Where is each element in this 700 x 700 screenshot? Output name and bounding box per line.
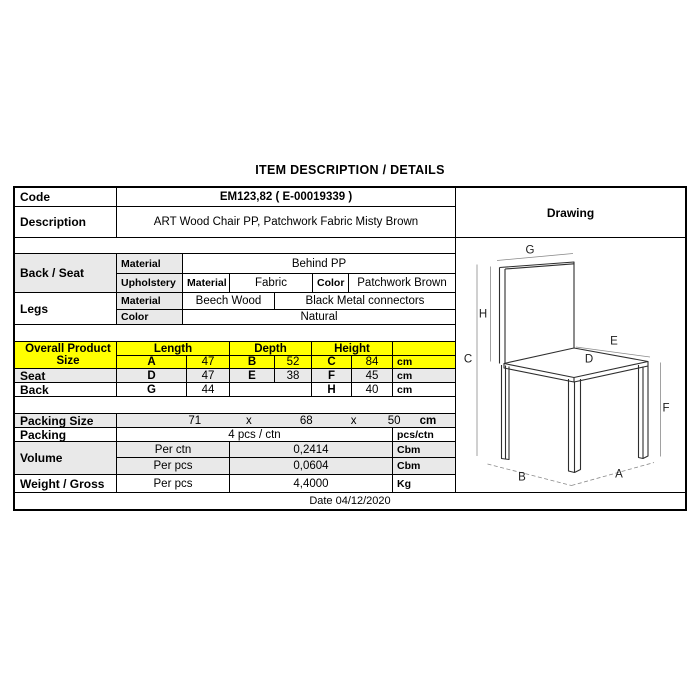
material-value: Behind PP	[291, 257, 347, 270]
date-text: Date 04/12/2020	[309, 495, 391, 507]
dim-val-e: 38	[275, 369, 312, 382]
legs-color-label: Color	[117, 310, 183, 324]
item-details-table	[13, 186, 687, 511]
upholstery-color-value: Patchwork Brown	[357, 277, 447, 289]
times-sign: x	[245, 414, 252, 427]
legs-label: Legs	[15, 293, 117, 324]
legs-material-value-1: Beech Wood	[183, 293, 275, 309]
volume-label: Volume	[15, 442, 117, 474]
dim-label-h: H	[478, 308, 488, 321]
overall-size-label: Overall Product Size	[15, 342, 117, 368]
spacer-row	[15, 238, 455, 254]
material-label: Material	[117, 254, 183, 273]
volume-section	[15, 442, 455, 475]
upholstery-color-label: Color	[313, 274, 349, 292]
description-value: ART Wood Chair PP, Patchwork Fabric Misty Brown	[153, 216, 419, 228]
date-row	[15, 492, 685, 509]
back-unit: cm	[397, 383, 413, 396]
back-label: Back	[15, 383, 117, 396]
dim-key-g: G	[117, 383, 187, 396]
description-label: Description	[15, 207, 117, 237]
back-seat-label: Back / Seat	[15, 254, 117, 292]
dim-key-a: A	[117, 356, 187, 368]
height-header: Height	[312, 342, 393, 355]
overall-unit: cm	[397, 356, 413, 368]
upholstery-material-label: Material	[183, 274, 230, 292]
dim-val-g: 44	[187, 383, 230, 396]
dim-label-f: F	[662, 402, 670, 415]
back-seat-material-row	[117, 254, 455, 274]
legs-material-label: Material	[117, 293, 183, 309]
dim-label-d: D	[584, 353, 594, 366]
volume-per-ctn-row	[117, 442, 455, 458]
spacer-row	[15, 397, 455, 414]
drawing-column	[456, 188, 685, 492]
dim-label-b: B	[518, 471, 526, 484]
dim-key-e: E	[230, 369, 275, 382]
legs-section	[15, 293, 455, 325]
packing-size-height: 50	[387, 414, 401, 427]
weight-unit: Kg	[397, 477, 411, 490]
packing-size-length: 71	[188, 414, 202, 427]
packing-size-values	[117, 414, 455, 427]
dim-val-a: 47	[187, 356, 230, 368]
code-value: EM123,82 ( E-00019339 )	[219, 191, 353, 203]
volume-per-ctn-value: 0,2414	[230, 442, 393, 457]
seat-unit: cm	[393, 369, 455, 382]
volume-per-pcs-value: 0,0604	[230, 458, 393, 474]
weight-row	[15, 475, 455, 492]
dim-val-b: 52	[275, 356, 312, 368]
back-seat-section	[15, 254, 455, 293]
dim-val-h: 40	[352, 383, 393, 396]
packing-size-row	[15, 414, 455, 428]
volume-per-pcs-row	[117, 458, 455, 474]
dim-key-d: D	[117, 369, 187, 382]
seat-label: Seat	[15, 369, 117, 382]
volume-per-ctn-unit: Cbm	[393, 442, 455, 457]
chair-drawing	[456, 238, 685, 492]
upholstery-label: Upholstery	[117, 274, 183, 292]
packing-size-depth: 68	[299, 414, 313, 427]
dim-key-f: F	[312, 369, 352, 382]
upholstery-material-value: Fabric	[230, 274, 313, 292]
packing-size-unit: cm	[419, 414, 437, 427]
dim-label-c: C	[463, 353, 473, 366]
depth-header: Depth	[230, 342, 312, 355]
weight-value: 4,4000	[230, 475, 393, 492]
volume-per-pcs-key: Per pcs	[117, 458, 230, 474]
table-main-area	[15, 188, 685, 492]
size-header-row	[117, 342, 455, 356]
spacer-row	[15, 325, 455, 342]
dim-key-h: H	[312, 383, 352, 396]
packing-unit: pcs/ctn	[397, 428, 434, 441]
dim-val-c: 84	[352, 356, 393, 368]
dim-val-d: 47	[187, 369, 230, 382]
drawing-canvas	[456, 238, 685, 492]
dim-label-g: G	[525, 244, 535, 257]
weight-key: Per pcs	[117, 475, 230, 492]
details-columns	[15, 188, 456, 492]
packing-label: Packing	[15, 428, 117, 441]
upholstery-row	[117, 274, 455, 292]
packing-row	[15, 428, 455, 442]
seat-size-row	[15, 369, 455, 383]
dim-label-e: E	[610, 335, 618, 348]
volume-per-pcs-unit: Cbm	[393, 458, 455, 474]
dim-key-c: C	[312, 356, 352, 368]
legs-material-value-2: Black Metal connectors	[305, 295, 425, 307]
back-size-row	[15, 383, 455, 397]
overall-size-section	[15, 342, 455, 369]
packing-size-label: Packing Size	[15, 414, 117, 427]
size-header-unit-cell	[393, 342, 455, 355]
dim-val-f: 45	[352, 369, 393, 382]
packing-value: 4 pcs / ctn	[117, 428, 393, 441]
times-sign: x	[350, 414, 357, 427]
overall-size-values-row	[117, 356, 455, 368]
volume-per-ctn-key: Per ctn	[117, 442, 230, 457]
weight-label: Weight / Gross	[15, 475, 117, 492]
drawing-header: Drawing	[456, 188, 685, 238]
code-label: Code	[15, 188, 117, 206]
dim-key-b: B	[230, 356, 275, 368]
page-title: ITEM DESCRIPTION / DETAILS	[255, 163, 445, 177]
description-row	[15, 207, 455, 238]
legs-color-row	[117, 310, 455, 324]
code-row	[15, 188, 455, 207]
legs-material-row	[117, 293, 455, 310]
length-header: Length	[117, 342, 230, 355]
legs-color-value: Natural	[300, 311, 338, 323]
back-empty-cell	[230, 383, 312, 396]
dim-label-a: A	[615, 468, 623, 481]
